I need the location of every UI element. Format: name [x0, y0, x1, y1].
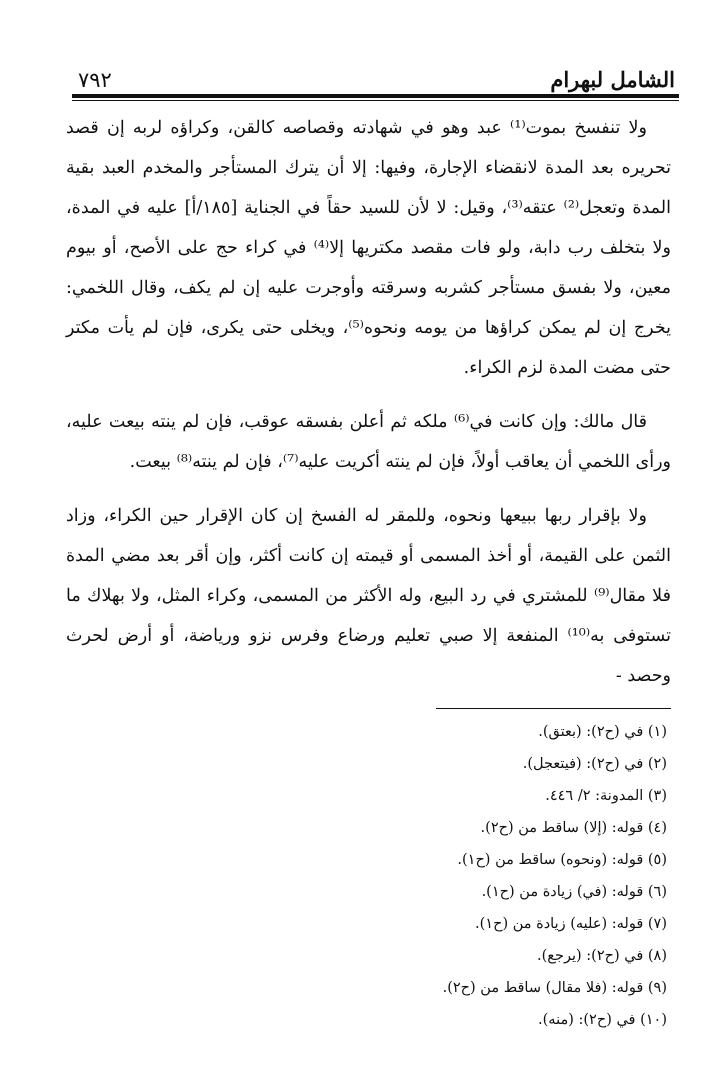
footnote-item: (١٠) في (ح٢): (منه).	[538, 1012, 667, 1028]
footnotes-list	[120, 716, 667, 1036]
page-header	[78, 56, 675, 92]
footnote-item: (٨) في (ح٢): (يرجع).	[537, 948, 667, 964]
paragraph: ولا بإقرار ربها ببيعها ونحوه، وللمقر له الفسخ إن كان الإقرار حين الكراء، وزاد الثمن على القيمة، أو أخذ المسمى أو قيمته إن كانت أكثر، وإن أقر بعد مضي المدة فلا مقال⁽⁹⁾ للمشتري في رد البيع، وله الأكثر من المسمى، وكراء المثل، ولا بهلاك ما تستوفى به⁽¹⁰⁾ المنفعة إلا صبي تعليم ورضاع وفرس نزو ورياضة، أو أرض لحرث وحصد -	[66, 506, 672, 686]
running-title: الشامل لبهرام	[550, 67, 675, 92]
footnote-item: (٩) قوله: (فلا مقال) ساقط من (ح٢).	[442, 980, 667, 996]
footnote-item: (١) في (ح٢): (بعتق).	[538, 724, 667, 740]
footnote-item: (٤) قوله: (إلا) ساقط من (ح٢).	[480, 820, 667, 836]
header-rule-thin	[72, 100, 679, 101]
paragraph: قال مالك: وإن كانت في⁽⁶⁾ ملكه ثم أعلن بفسقه عوقب، فإن لم ينته بيعت عليه، ورأى اللخمي أن يعاقب أولاً، فإن لم ينته أكريت عليه⁽⁷⁾، فإن لم ينته⁽⁸⁾ بيعت.	[66, 412, 671, 472]
footnote-item: (٥) قوله: (ونحوه) ساقط من (ح١).	[457, 852, 667, 868]
main-text	[66, 108, 671, 696]
paragraph: ولا تنفسخ بموت⁽¹⁾ عبد وهو في شهادته وقصاصه كالقن، وكراؤه لربه إن قصد تحريره بعد المدة لانقضاء الإجارة، وفيها: إلا أن يترك المستأجر والمخدم العبد بقية المدة وتعجل⁽²⁾ عتقه⁽³⁾، وقيل: لا لأن للسيد حقاً في الجناية [١٨٥/أ] عليه في المدة، ولا بتخلف رب دابة، ولو فات مقصد مكتريها إلا⁽⁴⁾ في كراء حج على الأصح، أو بيوم معين، ولا بفسق مستأجر كشربه وسرقته وأوجرت عليه إن لم يكف، وقال اللخمي: يخرج إن لم يمكن كراؤها من يومه ونحوه⁽⁵⁾، ويخلى حتى يكرى، فإن لم يأت مكتر حتى مضت المدة لزم الكراء.	[66, 118, 671, 378]
footnote-item: (٢) في (ح٢): (فيتعجل).	[522, 756, 667, 772]
page-number: ٧٩٢	[78, 68, 112, 92]
footnote-item: (٣) المدونة: ٢/ ٤٤٦.	[545, 788, 667, 804]
header-rule-thick	[72, 94, 679, 98]
footnote-item: (٦) قوله: (في) زيادة من (ح١).	[481, 884, 667, 900]
footnote-separator	[436, 708, 671, 709]
footnote-item: (٧) قوله: (عليه) زيادة من (ح١).	[475, 916, 667, 932]
